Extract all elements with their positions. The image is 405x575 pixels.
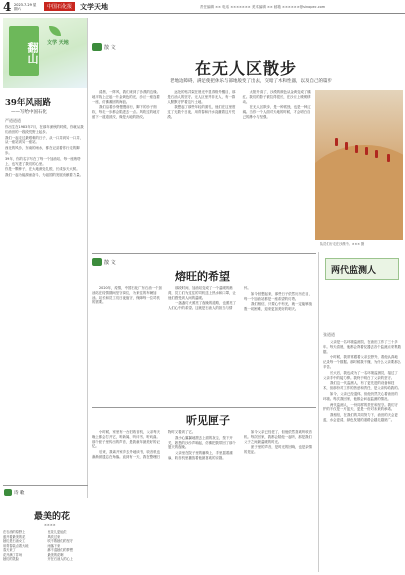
paragraph: 我相信，在我们的共同努力下，油田的天会更蓝，水会更清，绿色发展的道路会越走越宽广。 (323, 413, 398, 422)
paragraph: 一盏盏灯火照亮了夜晚的道路，也照亮了人们心中的希望。这就是石油人的担当与情怀。 (168, 286, 251, 311)
poem-line: 开在石油人的心上 (47, 557, 73, 561)
paragraph: 我们这一代监测人，有了更先进的设备和技术，但那份对工作的热爱和责任，是父亲传给我的。 (323, 381, 401, 391)
poem-line: 最美的花啊 (47, 552, 64, 557)
divider (92, 407, 316, 408)
paragraph: 我小心翼翼地擦去上面的灰尘，按下开关，熟悉的沙沙声响起，仿佛把我带回了那个夏天的夜晚。 (168, 435, 236, 450)
main-article-label: 散 文 (104, 45, 116, 51)
paragraph: 父亲是一名环境监测员，在油田工作了三十多年。每天清晨，他都会背着仪器去各个监测点采集数据。 (323, 340, 401, 354)
poem-line: 雨落下来 (47, 543, 61, 548)
walker-figure (375, 150, 378, 158)
page-header (0, 0, 405, 14)
article2-body (92, 286, 314, 404)
divider (3, 485, 88, 486)
poem-body (3, 530, 89, 572)
paragraph: 小时候，家里有一台旧收音机，父亲每天晚上都会打开它，听新闻、听评书、听戏曲。那个匣子里传出的声音，是我童年最美好的记忆。 (92, 430, 161, 449)
paragraph: 我想起了那些年轻的面孔，他们在这里度过了无数个日夜，用青春和汗水浇灌着这片荒漠。 (167, 105, 236, 119)
paragraph: 如今回想起来，那些日子依然历历在目，每一个加油站都是一座希望的灯塔。 (244, 291, 313, 301)
feature-author: 严道道道 (5, 118, 21, 123)
paragraph: 那段时间，加油站变成了一个温暖的港湾，员工们为过往的司机送上热水和口罩，让他们感受到人间的温暖。 (168, 286, 236, 300)
paragraph: 在无人区散步，是一种孤独，也是一种辽阔。当你一个人面对天地的时候，才会明白自己的渺小与坚强。 (242, 105, 311, 119)
section-marker-icon (4, 489, 12, 496)
paragraph: 清晨，一阵风，我们来到了沙漠的边缘。地平线上泛起一片金黄色的光，沙丘一座连着一座，仿佛凝固的海浪。 (92, 90, 161, 104)
poem-line: 在石油的原野上 (3, 530, 26, 534)
column-logo (3, 18, 87, 88)
walker-figure (365, 147, 368, 155)
poem-line: 她们的笑脸 (3, 557, 19, 561)
feature-body (5, 125, 85, 179)
paragraph: 小时候，我常常跟着父亲去野外，看他认真地记录每一个数据。那时候我不懂，为什么父亲要那么辛苦。 (323, 355, 401, 369)
poem-line: 用青春装点着大地 (3, 543, 29, 548)
newspaper-name: 中国石化报 (44, 2, 75, 11)
paragraph: 远处的钻井架在晨光中显得格外醒目，那是石油人的坚守。无人区里并非无人，有一群人默默守护着这片土地。 (167, 90, 236, 104)
story-body (323, 340, 401, 568)
desert-photo (315, 90, 403, 240)
main-article-body (92, 90, 312, 240)
walker-figure (335, 138, 338, 146)
paragraph: 父亲坐在院子里的藤椅上，手里摇着蒲扇，收音机里播放着他最喜欢的京剧。 (168, 451, 233, 460)
paragraph: 你是一颗种子，在大地深处扎根，长成参天大树。 (5, 167, 80, 172)
article3-body (92, 430, 314, 570)
poem-label: 诗 歌 (14, 491, 25, 496)
article2-label: 散 文 (104, 260, 116, 266)
paragraph: 后来，我离开家乡去外地读书，收音机也渐渐被遗忘在角落。直到有一天，我在整理旧物时又看到了它。 (92, 430, 196, 459)
divider (92, 253, 316, 254)
article2-title: 熔旺的希望 (175, 270, 230, 283)
walker-figure (387, 154, 390, 162)
poem-line: 风吹过来 (47, 534, 61, 539)
photo-caption: 队员们行走在沙漠中。××× 摄 (320, 242, 365, 246)
poem-line: 花开满了井场 (3, 552, 23, 557)
poem-line: 比花儿更灿烂 (47, 530, 67, 534)
feature-title: 39年风雨路 (5, 98, 51, 108)
poem-line: 盛开着最美的花 (3, 534, 26, 539)
main-article-subtitle: 老地边障碍，满足使把休乐与部地般变了出去，交暗了木和性器，以及自己的篇步 (170, 79, 332, 84)
leaf-icon (49, 26, 61, 36)
logo-big-text: 翻山 (9, 26, 39, 76)
left-column (3, 18, 88, 498)
section-marker-icon (92, 43, 102, 51)
article3-title: 听见匣子 (186, 414, 230, 427)
paragraph: 我们沿着沙脊慢慢前行，脚下的沙子细软，每走一步都会陷进去一点。风吹过的地方留下一道道波纹，像是大地的指纹。 (92, 105, 160, 119)
poem-line: 她们是石油女工 (3, 539, 26, 543)
paragraph: 你出生在1983年7月，在那年深秋的时候，你就从我们油田的一段段荒野上起步。 (5, 125, 84, 134)
paragraph: 2020年，疫情，中国石化广东石油一个加油站在疫情期间坚守岗位，为来往的车辆加油。站长和员工们日夜值守，保障每一位司机的需要。 (92, 286, 162, 305)
logo-small-text: 文学 天地 (47, 40, 69, 46)
walker-figure (345, 142, 348, 150)
paragraph: 我们一起走过最艰难的日子，从一口井到另一口井，从一座站到另一座站。 (5, 135, 83, 145)
feature-subtitle: ——写给中国石化 (11, 110, 47, 115)
poem-author: ×××× (44, 523, 56, 527)
editor-line: 责任编辑 ×× 电话 ××××××× 美术编辑 ×× 邮箱 ××××××@sinopec.com (200, 5, 326, 9)
paragraph: 我们相信，只要心中有光，就一定能够战胜一切困难，迎来更加美好的明天。 (244, 302, 313, 312)
paragraph: 两代监测人，一份同样的责任和坚守。我们守护的不仅是一片蓝天，更是一份对未来的承诺。 (323, 402, 398, 412)
walker-figure (355, 145, 358, 153)
poem-line: 吹不散她们的坚守 (47, 539, 73, 543)
paragraph: 如今，父亲已经退休，但他仍然关心着油田的环境。每次我回家，他都会问起监测的情况。 (323, 391, 398, 401)
paragraph: 39年，你的名字写在了每一个加油站、每一座炼塔上，也写进了我们的心里。 (5, 156, 81, 166)
story-author: 张道道 (323, 332, 335, 337)
poem-title: 最美的花 (34, 512, 71, 522)
main-article-title: 在无人区散步 (195, 59, 298, 78)
page-number: 4 (3, 0, 12, 14)
story-title: 两代监测人 (331, 266, 377, 276)
issue-date: 2023.7.29 星期六 (14, 3, 37, 11)
section-title: 文学天地 (80, 2, 108, 11)
right-story (318, 252, 403, 572)
poem-line: 春天来了 (3, 548, 16, 552)
paragraph: 我们一起为能源而奋斗，为祖国的发展贡献着力量。 (5, 173, 83, 178)
paragraph: 西北的风沙，东南的雨水，都在记录着你行走的脚步。 (5, 146, 80, 155)
paragraph: 如今父亲已经老了，但他依然喜欢听收音机。每次回家，我都会陪他一起听，那是我们父子之间最温暖的时光。 (244, 430, 313, 444)
poem-line: 淋不湿她们的梦想 (47, 548, 73, 552)
paragraph: 太阳升高了，沙漠的颜色从金黄变成了橘红。我们的影子被拉得很长，在沙丘上缓缓移动。 (242, 90, 311, 104)
paragraph: 长大后，我也成为了一名环境监测员，接过了父亲手中的接力棒。我终于明白了父亲的坚守。 (323, 370, 398, 380)
section-marker-icon (92, 258, 102, 266)
paragraph: 匣子里的声音，是时光的回响，也是亲情的见证。 (244, 445, 313, 455)
